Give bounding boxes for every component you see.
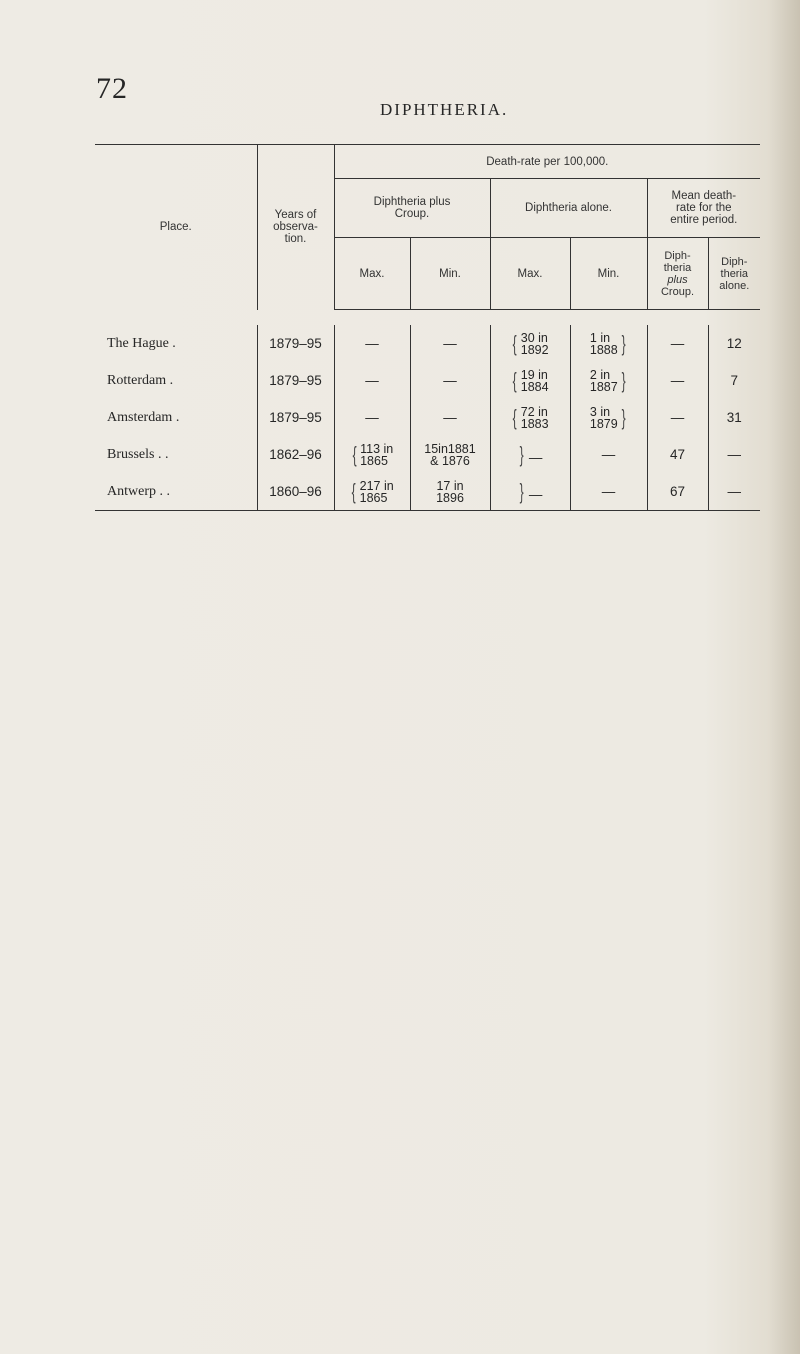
header-mean-dpc: Diph- theria plus Croup. — [647, 238, 708, 310]
years-cell: 1860–96 — [257, 473, 334, 511]
header-mean-da: Diph- theria alone. — [708, 238, 760, 310]
da-max-cell: } — — [490, 473, 570, 511]
header-years: Years of observa- tion. — [257, 145, 334, 310]
place-cell: Brussels . . — [107, 447, 169, 462]
mean-dpc-cell: 67 — [647, 473, 708, 511]
dpc-min-cell: — — [410, 399, 490, 436]
dpc-min-cell: — — [410, 362, 490, 399]
da-min-cell: 2 in 1887 } — [570, 362, 647, 399]
page-number: 72 — [96, 72, 128, 105]
header-da-max: Max. — [490, 238, 570, 310]
dpc-min-cell: — — [410, 325, 490, 362]
table-row — [95, 362, 760, 399]
mean-da-cell: — — [708, 436, 760, 473]
place-cell: The Hague . — [107, 336, 176, 351]
header-death-rate: Death-rate per 100,000. — [334, 145, 760, 179]
header-place: Place. — [95, 145, 257, 310]
mean-dpc-cell: — — [647, 325, 708, 362]
years-cell: 1879–95 — [257, 399, 334, 436]
dpc-max-cell: — — [334, 325, 410, 362]
mean-dpc-cell: 47 — [647, 436, 708, 473]
table-row — [95, 473, 760, 511]
mean-dpc-cell: — — [647, 362, 708, 399]
years-cell: 1879–95 — [257, 362, 334, 399]
da-min-cell: — — [570, 473, 647, 511]
da-max-cell: { 72 in 1883 — [490, 399, 570, 436]
place-cell: Rotterdam . — [107, 373, 174, 388]
da-max-cell: } — — [490, 436, 570, 473]
table-row — [95, 325, 760, 362]
dpc-max-cell: — — [334, 399, 410, 436]
header-mean-death-rate: Mean death- rate for the entire period. — [647, 179, 760, 238]
mean-da-cell: 12 — [708, 325, 760, 362]
header-da-min: Min. — [570, 238, 647, 310]
header-dpc-max: Max. — [334, 238, 410, 310]
mean-da-cell: — — [708, 473, 760, 511]
running-head: DIPHTHERIA. — [380, 100, 509, 119]
table-row — [95, 399, 760, 436]
mean-da-cell: 7 — [708, 362, 760, 399]
da-min-cell: 3 in 1879 } — [570, 399, 647, 436]
dpc-max-cell: — — [334, 362, 410, 399]
place-cell: Amsterdam . — [107, 410, 180, 425]
table-row — [95, 436, 760, 473]
death-rate-table — [95, 144, 760, 511]
da-min-cell: 1 in 1888 } — [570, 325, 647, 362]
mean-da-cell: 31 — [708, 399, 760, 436]
da-max-cell: { 30 in 1892 — [490, 325, 570, 362]
header-diphtheria-plus-croup: Diphtheria plus Croup. — [334, 179, 490, 238]
header-diphtheria-alone: Diphtheria alone. — [490, 179, 647, 238]
header-dpc-min: Min. — [410, 238, 490, 310]
da-max-cell: { 19 in 1884 — [490, 362, 570, 399]
years-cell: 1862–96 — [257, 436, 334, 473]
da-min-cell: — — [570, 436, 647, 473]
dpc-max-cell: { 217 in 1865 — [334, 473, 410, 511]
place-cell: Antwerp . . — [95, 473, 257, 511]
dpc-max-cell: { 113 in 1865 — [334, 436, 410, 473]
dpc-min-cell: 15in1881 & 1876 — [410, 436, 490, 473]
dpc-min-cell: 17 in 1896 — [410, 473, 490, 511]
years-cell: 1879–95 — [257, 325, 334, 362]
mean-dpc-cell: — — [647, 399, 708, 436]
